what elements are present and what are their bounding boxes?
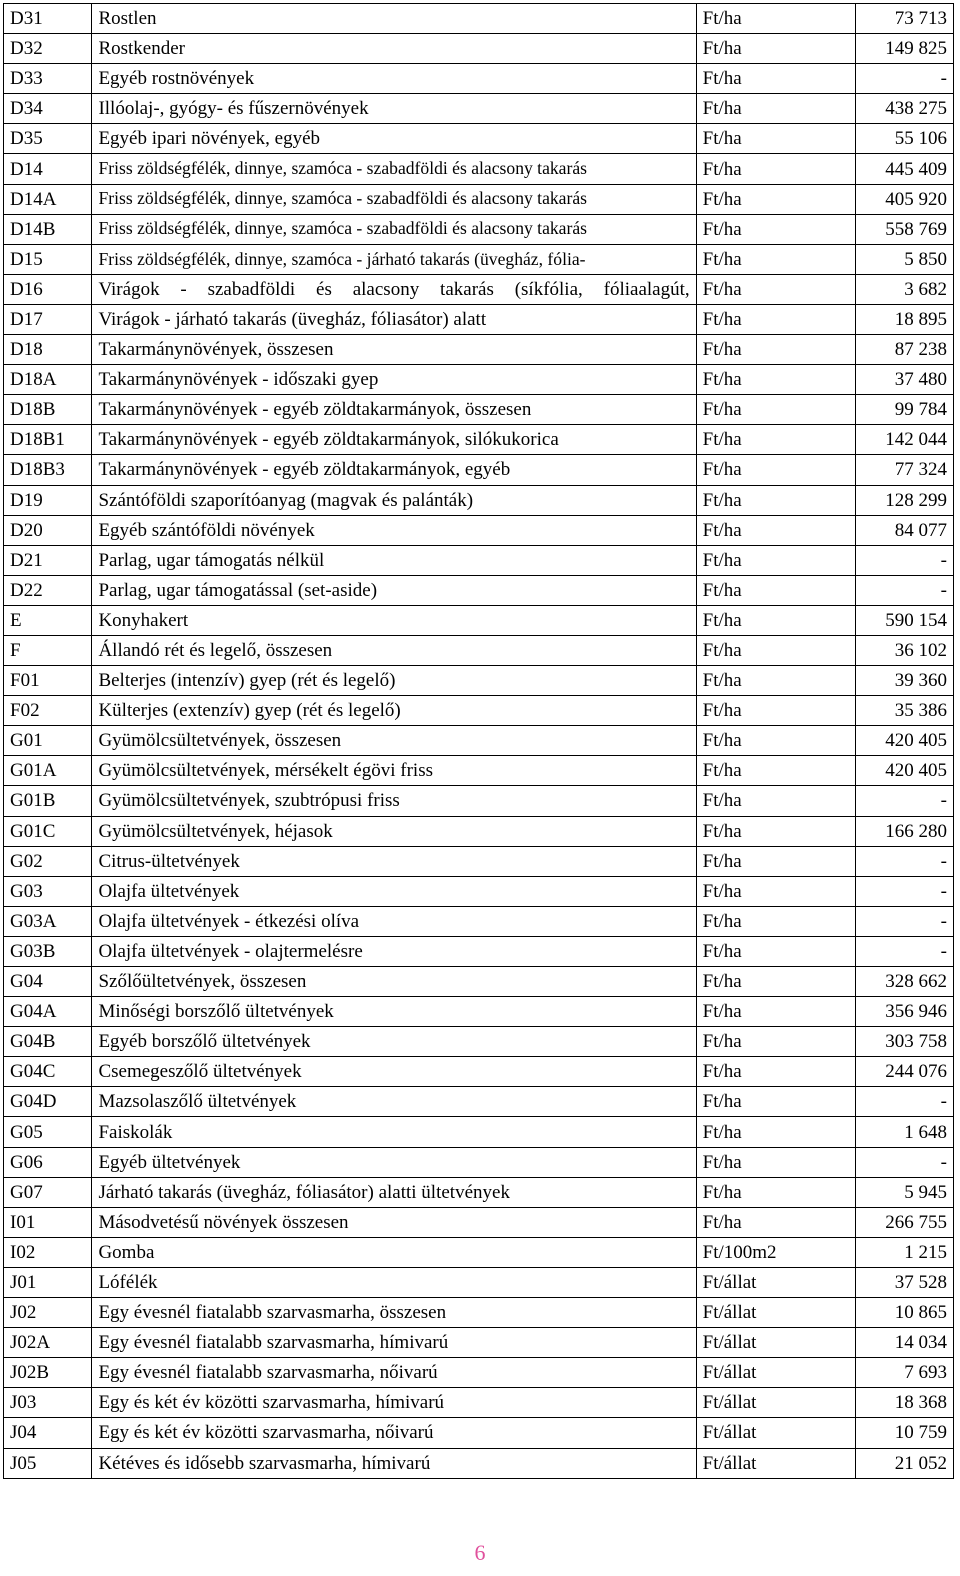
table-body — [4, 4, 954, 1479]
row-value: 36 102 — [856, 635, 954, 665]
row-code: F01 — [4, 666, 92, 696]
row-unit: Ft/ha — [696, 214, 856, 244]
row-name: Minőségi borszőlő ültetvények — [92, 997, 696, 1027]
row-name: Takarmánynövények, összesen — [92, 335, 696, 365]
row-unit: Ft/ha — [696, 1147, 856, 1177]
table-row — [4, 906, 954, 936]
row-name: Csemegeszőlő ültetvények — [92, 1057, 696, 1087]
row-unit: Ft/ha — [696, 515, 856, 545]
row-value: 149 825 — [856, 34, 954, 64]
row-value: 35 386 — [856, 696, 954, 726]
row-code: D19 — [4, 485, 92, 515]
row-value: 18 895 — [856, 304, 954, 334]
row-code: D14A — [4, 184, 92, 214]
row-value: 590 154 — [856, 605, 954, 635]
row-unit: Ft/ha — [696, 1027, 856, 1057]
table-row — [4, 335, 954, 365]
row-code: G04A — [4, 997, 92, 1027]
row-code: J05 — [4, 1448, 92, 1478]
row-code: J03 — [4, 1388, 92, 1418]
row-name: Olajfa ültetvények - olajtermelésre — [92, 936, 696, 966]
row-unit: Ft/ha — [696, 1087, 856, 1117]
row-value: 445 409 — [856, 154, 954, 184]
row-value: 84 077 — [856, 515, 954, 545]
row-code: I02 — [4, 1237, 92, 1267]
row-name: Takarmánynövények - egyéb zöldtakarmányok, összesen — [92, 395, 696, 425]
row-name: Takarmánynövények - egyéb zöldtakarmányok, silókukorica — [92, 425, 696, 455]
row-code: F — [4, 635, 92, 665]
row-code: D33 — [4, 64, 92, 94]
row-value: 1 648 — [856, 1117, 954, 1147]
row-value: 142 044 — [856, 425, 954, 455]
row-unit: Ft/100m2 — [696, 1237, 856, 1267]
table-row — [4, 214, 954, 244]
row-unit: Ft/ha — [696, 94, 856, 124]
row-code: G02 — [4, 846, 92, 876]
row-value: 10 759 — [856, 1418, 954, 1448]
table-row — [4, 1267, 954, 1297]
table-row — [4, 1057, 954, 1087]
row-value: 1 215 — [856, 1237, 954, 1267]
row-name: Egy évesnél fiatalabb szarvasmarha, nőivarú — [92, 1358, 696, 1388]
table-row — [4, 244, 954, 274]
row-name: Szőlőültetvények, összesen — [92, 967, 696, 997]
table-row — [4, 1087, 954, 1117]
table-row — [4, 1448, 954, 1478]
row-value: - — [856, 906, 954, 936]
table-row — [4, 816, 954, 846]
row-code: D32 — [4, 34, 92, 64]
row-unit: Ft/ha — [696, 997, 856, 1027]
row-code: E — [4, 605, 92, 635]
row-code: G06 — [4, 1147, 92, 1177]
row-unit: Ft/állat — [696, 1418, 856, 1448]
row-name: Egyéb borszőlő ültetvények — [92, 1027, 696, 1057]
table-row — [4, 124, 954, 154]
row-value: 128 299 — [856, 485, 954, 515]
row-value: - — [856, 64, 954, 94]
table-row — [4, 1177, 954, 1207]
row-value: 5 850 — [856, 244, 954, 274]
row-value: 244 076 — [856, 1057, 954, 1087]
table-row — [4, 154, 954, 184]
row-name: Egy évesnél fiatalabb szarvasmarha, összesen — [92, 1298, 696, 1328]
row-name: Mazsolaszőlő ültetvények — [92, 1087, 696, 1117]
row-code: D18A — [4, 365, 92, 395]
row-code: D14B — [4, 214, 92, 244]
row-name: Egyéb ültetvények — [92, 1147, 696, 1177]
row-name: Friss zöldségfélék, dinnye, szamóca - szabadföldi és alacsony takarás — [92, 214, 696, 244]
row-name: Friss zöldségfélék, dinnye, szamóca - szabadföldi és alacsony takarás — [92, 184, 696, 214]
table-row — [4, 666, 954, 696]
table-row — [4, 696, 954, 726]
row-value: - — [856, 575, 954, 605]
row-unit: Ft/ha — [696, 876, 856, 906]
row-value: - — [856, 786, 954, 816]
row-name: Takarmánynövények - egyéb zöldtakarmányok, egyéb — [92, 455, 696, 485]
row-unit: Ft/ha — [696, 1117, 856, 1147]
row-name: Egyéb ipari növények, egyéb — [92, 124, 696, 154]
row-name: Faiskolák — [92, 1117, 696, 1147]
row-value: 356 946 — [856, 997, 954, 1027]
row-unit: Ft/ha — [696, 635, 856, 665]
row-value: 73 713 — [856, 4, 954, 34]
table-row — [4, 876, 954, 906]
row-name: Citrus-ültetvények — [92, 846, 696, 876]
table-row — [4, 94, 954, 124]
row-unit: Ft/ha — [696, 34, 856, 64]
row-value: 328 662 — [856, 967, 954, 997]
row-unit: Ft/állat — [696, 1388, 856, 1418]
row-code: D20 — [4, 515, 92, 545]
row-value: 420 405 — [856, 756, 954, 786]
row-unit: Ft/állat — [696, 1267, 856, 1297]
table-row — [4, 365, 954, 395]
row-unit: Ft/állat — [696, 1448, 856, 1478]
row-name: Parlag, ugar támogatás nélkül — [92, 545, 696, 575]
row-code: J04 — [4, 1418, 92, 1448]
row-code: G07 — [4, 1177, 92, 1207]
row-value: 14 034 — [856, 1328, 954, 1358]
row-code: D21 — [4, 545, 92, 575]
table-row — [4, 64, 954, 94]
row-value: 558 769 — [856, 214, 954, 244]
table-row — [4, 846, 954, 876]
row-name: Olajfa ültetvények — [92, 876, 696, 906]
table-row — [4, 1237, 954, 1267]
table-row — [4, 726, 954, 756]
row-unit: Ft/ha — [696, 274, 856, 304]
table-row — [4, 1117, 954, 1147]
row-name: Olajfa ültetvények - étkezési olíva — [92, 906, 696, 936]
table-row — [4, 1358, 954, 1388]
row-code: G04C — [4, 1057, 92, 1087]
table-row — [4, 34, 954, 64]
row-unit: Ft/ha — [696, 4, 856, 34]
table-row — [4, 575, 954, 605]
row-code: G01 — [4, 726, 92, 756]
row-name: Rostlen — [92, 4, 696, 34]
row-value: 166 280 — [856, 816, 954, 846]
table-row — [4, 395, 954, 425]
row-name: Belterjes (intenzív) gyep (rét és legelő) — [92, 666, 696, 696]
row-code: D16 — [4, 274, 92, 304]
row-name: Egy és két év közötti szarvasmarha, nőivarú — [92, 1418, 696, 1448]
row-name: Friss zöldségfélék, dinnye, szamóca - járható takarás (üvegház, fólia- — [92, 244, 696, 274]
row-code: G03 — [4, 876, 92, 906]
row-unit: Ft/ha — [696, 756, 856, 786]
row-unit: Ft/ha — [696, 1207, 856, 1237]
row-code: G01C — [4, 816, 92, 846]
table-row — [4, 304, 954, 334]
row-name: Friss zöldségfélék, dinnye, szamóca - szabadföldi és alacsony takarás — [92, 154, 696, 184]
row-code: I01 — [4, 1207, 92, 1237]
row-unit: Ft/ha — [696, 395, 856, 425]
row-code: G04 — [4, 967, 92, 997]
row-value: - — [856, 545, 954, 575]
row-code: D31 — [4, 4, 92, 34]
row-value: 37 528 — [856, 1267, 954, 1297]
row-unit: Ft/ha — [696, 124, 856, 154]
row-unit: Ft/ha — [696, 906, 856, 936]
row-unit: Ft/ha — [696, 967, 856, 997]
row-name: Kétéves és idősebb szarvasmarha, hímivarú — [92, 1448, 696, 1478]
row-value: 18 368 — [856, 1388, 954, 1418]
table-row — [4, 756, 954, 786]
row-name: Takarmánynövények - időszaki gyep — [92, 365, 696, 395]
table-row — [4, 485, 954, 515]
row-name: Parlag, ugar támogatással (set-aside) — [92, 575, 696, 605]
row-unit: Ft/ha — [696, 485, 856, 515]
row-unit: Ft/ha — [696, 575, 856, 605]
row-code: G01B — [4, 786, 92, 816]
row-name: Külterjes (extenzív) gyep (rét és legelő) — [92, 696, 696, 726]
row-value: 55 106 — [856, 124, 954, 154]
row-value: - — [856, 876, 954, 906]
table-row — [4, 274, 954, 304]
row-unit: Ft/ha — [696, 936, 856, 966]
row-value: 266 755 — [856, 1207, 954, 1237]
row-value: - — [856, 936, 954, 966]
row-name: Konyhakert — [92, 605, 696, 635]
row-unit: Ft/ha — [696, 425, 856, 455]
row-code: J02A — [4, 1328, 92, 1358]
table-row — [4, 635, 954, 665]
row-unit: Ft/ha — [696, 64, 856, 94]
row-value: 10 865 — [856, 1298, 954, 1328]
table-row — [4, 184, 954, 214]
row-value: 21 052 — [856, 1448, 954, 1478]
row-unit: Ft/állat — [696, 1298, 856, 1328]
row-unit: Ft/ha — [696, 605, 856, 635]
data-table — [3, 3, 954, 1479]
row-unit: Ft/ha — [696, 335, 856, 365]
row-value: 37 480 — [856, 365, 954, 395]
row-unit: Ft/állat — [696, 1328, 856, 1358]
row-name: Virágok - szabadföldi és alacsony takarás (síkfólia, fóliaalagút, — [92, 274, 696, 304]
row-unit: Ft/ha — [696, 304, 856, 334]
row-name: Lófélék — [92, 1267, 696, 1297]
row-name: Gyümölcsültetvények, héjasok — [92, 816, 696, 846]
row-name: Gyümölcsültetvények, szubtrópusi friss — [92, 786, 696, 816]
table-row — [4, 997, 954, 1027]
row-value: 87 238 — [856, 335, 954, 365]
row-code: D14 — [4, 154, 92, 184]
table-row — [4, 1388, 954, 1418]
table-row — [4, 545, 954, 575]
row-code: G03A — [4, 906, 92, 936]
row-unit: Ft/ha — [696, 696, 856, 726]
row-unit: Ft/ha — [696, 184, 856, 214]
row-name: Másodvetésű növények összesen — [92, 1207, 696, 1237]
row-value: 420 405 — [856, 726, 954, 756]
row-name: Virágok - járható takarás (üvegház, fóliasátor) alatt — [92, 304, 696, 334]
row-code: D17 — [4, 304, 92, 334]
row-value: - — [856, 1087, 954, 1117]
row-value: 7 693 — [856, 1358, 954, 1388]
table-row — [4, 1298, 954, 1328]
row-name: Egy évesnél fiatalabb szarvasmarha, hímivarú — [92, 1328, 696, 1358]
row-unit: Ft/ha — [696, 666, 856, 696]
row-unit: Ft/ha — [696, 786, 856, 816]
row-unit: Ft/ha — [696, 545, 856, 575]
table-row — [4, 605, 954, 635]
row-code: G03B — [4, 936, 92, 966]
table-row — [4, 1207, 954, 1237]
row-code: D18B1 — [4, 425, 92, 455]
table-row — [4, 1328, 954, 1358]
row-code: D18B — [4, 395, 92, 425]
row-code: F02 — [4, 696, 92, 726]
row-value: - — [856, 846, 954, 876]
row-code: D35 — [4, 124, 92, 154]
table-row — [4, 967, 954, 997]
row-code: D18 — [4, 335, 92, 365]
row-value: 5 945 — [856, 1177, 954, 1207]
row-unit: Ft/ha — [696, 1177, 856, 1207]
row-code: J02 — [4, 1298, 92, 1328]
row-name: Gomba — [92, 1237, 696, 1267]
row-name: Egyéb rostnövények — [92, 64, 696, 94]
row-name: Állandó rét és legelő, összesen — [92, 635, 696, 665]
row-code: J02B — [4, 1358, 92, 1388]
table-row — [4, 1418, 954, 1448]
row-code: G05 — [4, 1117, 92, 1147]
row-unit: Ft/állat — [696, 1358, 856, 1388]
row-name: Egy és két év közötti szarvasmarha, hímivarú — [92, 1388, 696, 1418]
table-row — [4, 4, 954, 34]
row-name: Illóolaj-, gyógy- és fűszernövények — [92, 94, 696, 124]
row-value: 99 784 — [856, 395, 954, 425]
page-number: 6 — [474, 1540, 486, 1565]
row-name: Gyümölcsültetvények, összesen — [92, 726, 696, 756]
row-unit: Ft/ha — [696, 244, 856, 274]
row-code: D22 — [4, 575, 92, 605]
row-code: D34 — [4, 94, 92, 124]
row-name: Egyéb szántóföldi növények — [92, 515, 696, 545]
row-code: D18B3 — [4, 455, 92, 485]
row-code: G01A — [4, 756, 92, 786]
row-code: J01 — [4, 1267, 92, 1297]
row-value: - — [856, 1147, 954, 1177]
row-unit: Ft/ha — [696, 726, 856, 756]
row-value: 303 758 — [856, 1027, 954, 1057]
table-row — [4, 455, 954, 485]
row-unit: Ft/ha — [696, 455, 856, 485]
row-name: Szántóföldi szaporítóanyag (magvak és palánták) — [92, 485, 696, 515]
row-unit: Ft/ha — [696, 816, 856, 846]
table-row — [4, 936, 954, 966]
row-unit: Ft/ha — [696, 154, 856, 184]
row-value: 438 275 — [856, 94, 954, 124]
row-name: Járható takarás (üvegház, fóliasátor) alatti ültetvények — [92, 1177, 696, 1207]
table-row — [4, 425, 954, 455]
row-unit: Ft/ha — [696, 846, 856, 876]
row-unit: Ft/ha — [696, 1057, 856, 1087]
row-code: D15 — [4, 244, 92, 274]
row-name: Rostkender — [92, 34, 696, 64]
table-row — [4, 786, 954, 816]
row-value: 39 360 — [856, 666, 954, 696]
table-row — [4, 515, 954, 545]
table-row — [4, 1147, 954, 1177]
row-value: 77 324 — [856, 455, 954, 485]
row-code: G04B — [4, 1027, 92, 1057]
row-name: Gyümölcsültetvények, mérsékelt égövi friss — [92, 756, 696, 786]
row-value: 3 682 — [856, 274, 954, 304]
row-code: G04D — [4, 1087, 92, 1117]
row-value: 405 920 — [856, 184, 954, 214]
table-row — [4, 1027, 954, 1057]
row-unit: Ft/ha — [696, 365, 856, 395]
